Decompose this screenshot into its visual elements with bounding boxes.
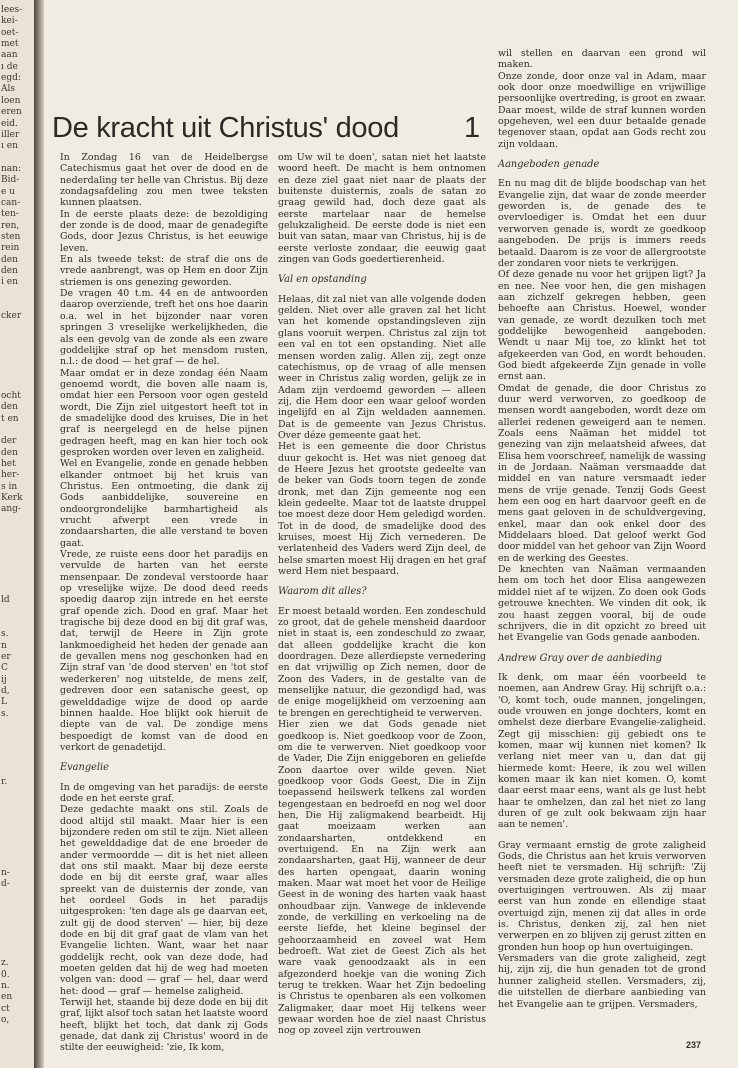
left-page-fragment: loen: [1, 95, 21, 106]
left-page-fragment: kei-: [1, 16, 18, 27]
left-page-fragment: ı en: [1, 141, 18, 152]
paragraph: Wel en Evangelie, zonde en genade hebben elkander ontmoet bij het kruis van Christus. Een ontmoeting, die dank zij Gods aanbiddelijke, souvereine en ondoorgrondelijke barmhartigheid als vrucht afwerpt een vrede in zondaarsharten, die alle verstand te boven gaat.: [60, 458, 268, 549]
paragraph: Helaas, dit zal niet van alle volgende doden gelden. Niet over alle graven zal het licht van het komende opstandingsleven zijn glans vooruit werpen. Christus zal zijn tot een val en tot een opstanding. Niet alle mensen worden zalig. Allen zij, zegt onze catechismus, op de vraag of alle mensen weer in Christus zalig worden, gelijk ze in Adam zijn verdoemd geworden — alleen zij, die Hem door een waar geloof worden ingelijfd en al Zijn weldaden aannemen. Dat is de gemeente van Jezus Christus. Over déze gemeente gaat het.: [278, 293, 486, 441]
left-page-fragment: her-: [1, 470, 20, 481]
left-page-fragment: i en: [1, 277, 18, 288]
left-page-fragment: er: [1, 651, 11, 662]
section-heading: Waarom dit alles?: [278, 586, 367, 598]
left-page-fragment: d,: [1, 686, 10, 696]
paragraph: Omdat de genade, die door Christus zo duur werd verworven, zo goedkoop de mensen wordt aangeboden, wordt deze om allerlei redenen geweigerd aan te nemen. Zoals eens Naäman het middel tot genezing van zijn melaatsheid afwees, dat Elisa hem voorschreef, namelijk de wassing in de Jordaan. Naäman versmaadde dat middel en van nature versmaadt ieder mens de vrije genade. Tenzij Gods Geest hem een oog en hart daarvoor geeft en de mens gaat geloven in de schuldvergeving, enkel, maar dan ook enkel door des Middelaars bloed. Dat geloof werkt God door middel van het gehoor van Zijn Woord en de werking des Geestes.: [498, 382, 706, 564]
left-page-fragment: den: [1, 254, 18, 265]
left-page-fragment: der: [1, 436, 17, 447]
article-part-number: 1: [464, 112, 481, 144]
left-page-fragment: s in: [1, 481, 18, 492]
left-page-fragment: o,: [1, 1015, 10, 1026]
left-page-fragment: sten: [1, 232, 21, 242]
left-page-fragment: oet-: [1, 27, 19, 38]
paragraph: Het is een gemeente die door Christus duur gekocht is. Het was niet genoeg dat de Heere Jezus het grootste gedeelte van de beker van Gods toorn tegen de zonde dronk, met dan Zijn gemeente nog een klein gedeelte. Maar tot de laatste druppel toe moest deze door Hem geledigd worden. Tot in de dood, de smadelijke dood des kruises, moest Hij Zich vernederen. De verlatenheid des Vaders werd Zijn deel, de helse smarten moest Hij dragen en het graf werd Hem niet bespaard.: [278, 441, 486, 578]
page-gutter: [34, 0, 44, 1068]
paragraph: Gray vermaant ernstig de grote zaligheid Gods, die Christus aan het kruis verworven heeft niet te versmaden. Hij schrijft: 'Zij versmaden deze grote zaligheid, die op hun overtuigingen vertrouwen. Als zij maar eerst van hun zonde en ellendige staat overtuigd zijn, menen zij dat alles in orde is. Christus, denken zij, zal hen niet verwerpen en zo blijven zij gerust zitten en gronden hun hoop op hun overtuigingen.: [498, 839, 706, 953]
left-page-fragment: z.: [1, 958, 9, 969]
left-page-fragment: lees-: [1, 5, 23, 15]
paragraph: Ik denk, om maar één voorbeeld te noemen, aan Andrew Gray. Hij schrijft o.a.: 'O, komt toch, oude mannen, jongelingen, oude vrouwen en jonge dochters, komt en omhelst deze dierbare Evangelie-zaligheid. Zegt gij misschien: gij gebiedt ons te komen, maar wij kunnen niet komen? Ik verlang niet meer van u, dan dat gij hiermede komt: Heere, ik zou wel willen komen maar ik kan niet komen. O, komt daar eerst maar eens, want als ge lust hebt haar te omhelzen, dan zal het niet zo lang duren of ge zult ook bekwaam zijn haar aan te nemen'.: [498, 671, 706, 831]
paragraph: Versmaders van die grote zaligheid, zegt hij, zijn zij, die hun genaden tot de grond hunner zaligheid stellen. Versmaders, zij, die uitstellen de dierbare aanbieding van het Evangelie aan te grijpen. Versmaders,: [498, 953, 706, 1010]
paragraph: Vrede, ze ruiste eens door het paradijs en vervulde de harten van het eerste mensenpaar. De zondeval verstoorde haar op vreselijke wijze. De dood deed reeds spoedig daarop zijn intrede en het eerste graf opende zich. Dood en graf. Maar het tragische bij deze dood en bij dit graf was, dat, terwijl de Heere in Zijn grote lankmoedigheid het heden der genade aan de gevallen mens nog geschonken had en Zijn straf van 'de dood sterven' en 'tot stof wederkeren' nog uitstelde, de mens zelf, gedreven door een satanische geest, op gewelddadige wijze de dood op aarde binnen haalde. Hoe blijkt ook hieruit de diepte van de val. De zondige mens bespoedigt de komst van de dood en verkort de genadetijd.: [60, 549, 268, 753]
left-page-fragment: den: [1, 266, 18, 277]
left-page-fragment: e u: [1, 186, 15, 197]
left-page-fragment: ij: [1, 674, 7, 685]
left-page-fragment: egd:: [1, 73, 21, 84]
left-page-fragment: C: [1, 663, 8, 674]
section-heading: Evangelie: [60, 762, 109, 774]
paragraph: Of deze genade nu voor het grijpen ligt? Ja en nee. Nee voor hen, die gen mishagen aan zichzelf gekregen hebben, geen behoefte aan Christus. Hoewel, wonder van genade, ze wordt dezulken toch met goddelijke bewogenheid aangeboden. Wendt u naar Mij toe, zo klinkt het tot afgekeerden van God, en wordt behouden. God biedt afgekeerde Zijn genade in volle ernst aan.: [498, 269, 706, 383]
left-page-fragment: t en: [1, 413, 19, 424]
left-page-fragment: can-: [1, 197, 21, 208]
left-page-fragment: Kerk: [1, 493, 23, 504]
paragraph: De vragen 40 t.m. 44 en de antwoorden daarop overziende, treft het ons hoe daarin o.a. wel in het bijzonder naar voren springen 3 vreselijke werkelijkheden, die als een gevolg van de zonde als een zware goddelijke straf op het mensdom rusten, n.l.: de dood — het graf — de hel.: [60, 288, 268, 368]
paragraph: In Zondag 16 van de Heidelbergse Catechismus gaat het over de dood en de nederdaling ter helle van Christus. Bij deze zondagsafdeling zou men twee teksten kunnen plaatsen.: [60, 152, 268, 209]
paragraph: De knechten van Naäman vermaanden hem om toch het door Elisa aangewezen middel niet af te wijzen. Zo doen ook Gods getrouwe knechten. We vinden dit ook, ik zou haast zeggen vooral, bij de oude schrijvers, die in dit opzicht zo breed uit het Evangelie van Gods genade aanboden.: [498, 564, 706, 644]
left-page-fragment: n-: [1, 867, 10, 878]
section-heading: Andrew Gray over de aanbieding: [498, 652, 663, 664]
column-2: [278, 152, 486, 1037]
left-page-fragment: Bid-: [1, 175, 20, 186]
paragraph: Deze gedachte maakt ons stil. Zoals de dood altijd stil maakt. Maar hier is een bijzondere reden om stil te zijn. Niet alleen het gewelddadige dat de ene broeder de ander vermoordde — dit is het niet alleen dat ons stil maakt. Maar bij deze eerste dode en bij dit eerste graf, waar alles spreekt van de duisternis der zonde, van het oordeel Gods in het paradijs uitgesproken: 'ten dage als ge daarvan eet, zult gij de dood sterven' — hier, bij deze dode en bij dit graf gaat de vlam van het Evangelie lichten. Want, waar het naar goddelijk recht, ook van deze dode, had moeten gelden dat hij de weg had moeten volgen van: dood — graf — hel, daar werd het: dood — graf — hemelse zaligheid.: [60, 804, 268, 997]
left-page-fragment: d-: [1, 878, 10, 889]
left-page-fragment: Als: [1, 84, 15, 95]
left-page-fragment: den: [1, 447, 18, 458]
left-page-fragment: ı de: [1, 61, 18, 72]
left-page-fragment: met: [1, 39, 19, 50]
left-page-fragment: ocht: [1, 390, 21, 401]
left-page-fragment: n.: [1, 981, 10, 992]
left-page-fragment: r.: [1, 776, 8, 787]
paragraph: Terwijl het, staande bij deze dode en bij dit graf, lijkt alsof toch satan het laatste woord heeft, blijkt het toch, dat dank zij Gods genade, dat dank zij Christus' woord in de stilte der eeuwigheid: 'zie, Ik kom,: [60, 997, 268, 1054]
left-page-fragment: en: [1, 992, 13, 1003]
section-heading: Val en opstanding: [278, 274, 367, 286]
paragraph: wil stellen en daarvan een grond wil maken.: [498, 48, 706, 71]
paragraph: In de eerste plaats deze: de bezoldiging der zonde is de dood, maar de genadegifte Gods, door Jezus Christus, is het eeuwige leven.: [60, 208, 268, 254]
column-1: [60, 152, 268, 1054]
paragraph: Er moest betaald worden. Een zondeschuld zo groot, dat de gehele mensheid daardoor niet in staat is, een zondeschuld zo zwaar, dat alleen goddelijke kracht die kon doordragen. Deze allerdiepste vernedering en dat vrijwillig op Zich nemen, door de Zoon des Vaders, in de gestalte van de menselijke natuur, die gezondigd had, was de enige mogelijkheid om verzoening aan te brengen en gerechtigheid te verwerven.: [278, 605, 486, 719]
paragraph: In de omgeving van het paradijs: de eerste dode en het eerste graf.: [60, 781, 268, 804]
article-title: De kracht uit Christus' dood: [52, 112, 399, 144]
left-page-fragment: s.: [1, 629, 9, 640]
left-page-fragment: n: [1, 640, 7, 651]
paragraph: Maar omdat er in deze zondag één Naam genoemd wordt, die boven alle naam is, omdat hier een Persoon voor ogen gesteld wordt, Die Zijn ziel uitgestort heeft tot in de smadelijke dood des kruises, Die in het graf is neergelegd en de helse pijnen gedragen heeft, mag en kan hier toch ook gesproken worden over leven en zaligheid.: [60, 367, 268, 458]
left-page-fragment: ld: [1, 595, 10, 606]
left-page-fragment: eren: [1, 107, 22, 118]
paragraph: En als tweede tekst: de straf die ons de vrede aanbrengt, was op Hem en door Zijn striemen is ons genezing geworden.: [60, 254, 268, 288]
paragraph: [498, 831, 706, 840]
left-page-fragment: den: [1, 402, 18, 413]
section-heading: Aangeboden genade: [498, 159, 600, 171]
left-page-fragment: aan: [1, 50, 18, 61]
left-page-fragment: ang-: [1, 504, 21, 515]
paragraph: Onze zonde, door onze val in Adam, maar ook door onze moedwillige en vrijwillige persoonlijke overtreding, is groot en zwaar. Daar moest, wilde de straf kunnen worden opgeheven, wel een duur betaalde genade tegenover staan, opdat aan Gods recht zou zijn voldaan.: [498, 70, 706, 150]
left-page-fragment: rein: [1, 243, 20, 254]
left-page-fragment: het: [1, 459, 16, 469]
left-page-fragment: eid.: [1, 118, 18, 129]
page-number: 237: [686, 1040, 702, 1050]
left-page-fragment: ct: [1, 1003, 10, 1014]
left-page-fragment: s.: [1, 708, 9, 719]
left-page-edge: [0, 0, 34, 1068]
left-page-fragment: iller: [1, 129, 20, 140]
left-page-fragment: nan:: [1, 163, 21, 174]
left-page-fragment: cker: [1, 311, 22, 322]
left-page-fragment: ten-: [1, 209, 19, 220]
left-page-fragment: ren,: [1, 220, 20, 231]
paragraph: om Uw wil te doen', satan niet het laatste woord heeft. De macht is hem ontnomen en deze ziel gaat niet naar de plaats der buitenste duisternis, zoals de satan zo graag gewild had, doch deze gaat als eerste martelaar naar de hemelse gelukzaligheid. De eerste dode is niet een buit van satan, maar van Christus, hij is de eerste verloste zondaar, die eeuwig gaat zingen van Gods goedertierenheid.: [278, 152, 486, 266]
left-page-fragment: L: [1, 697, 7, 708]
paragraph: En nu mag dit de blijde boodschap van het Evangelie zijn, dat waar de zonde meerder geworden is, de genade des te overvloediger is. Omdat het een duur verworven genade is, wordt ze goedkoop aangeboden. De prijs is immers reeds betaald. Daarom is ze voor de allergrootste der zondaren voor niets te verkrijgen.: [498, 178, 706, 269]
column-3: [498, 48, 706, 1010]
paragraph: Hier zien we dat Gods genade niet goedkoop is. Niet goedkoop voor de Zoon, om die te verwerven. Niet goedkoop voor de Vader, Die Zijn eniggeboren en geliefde Zoon daartoe over wilde geven. Niet goedkoop voor Gods Geest, Die in Zijn toepassend heilswerk telkens zal worden tegengestaan en bedroefd en nog wel door hen, Die Hij zaligmakend bearbeidt. Hij gaat moeizaam werken aan zondaarsharten, ontdekkend en overtuigend. En na Zijn werk aan zondaarsharten, gaat Hij, wanneer de deur des harten opengaat, daarin woning maken. Maar wat moet het voor de Heilige Geest in de woning des harten vaak haast onhoudbaar zijn. Vanwege de inklevende zonde, de verkilling en verkoeling na de eerste liefde, het kleine beginsel der gehoorzaamheid en zoveel wat Hem bedroeft. Wat ziet de Geest Zich als het ware vaak genoodzaakt als in een afgezonderd hoekje van die woning Zich terug te trekken. Waar het Zijn bedoeling is Christus te openbaren als een volkomen Zaligmaker, daar moet Hij telkens weer gewaar worden hoe de ziel naast Christus nog op zoveel zijn vertrouwen: [278, 719, 486, 1037]
left-page-fragment: 0.: [1, 969, 10, 980]
